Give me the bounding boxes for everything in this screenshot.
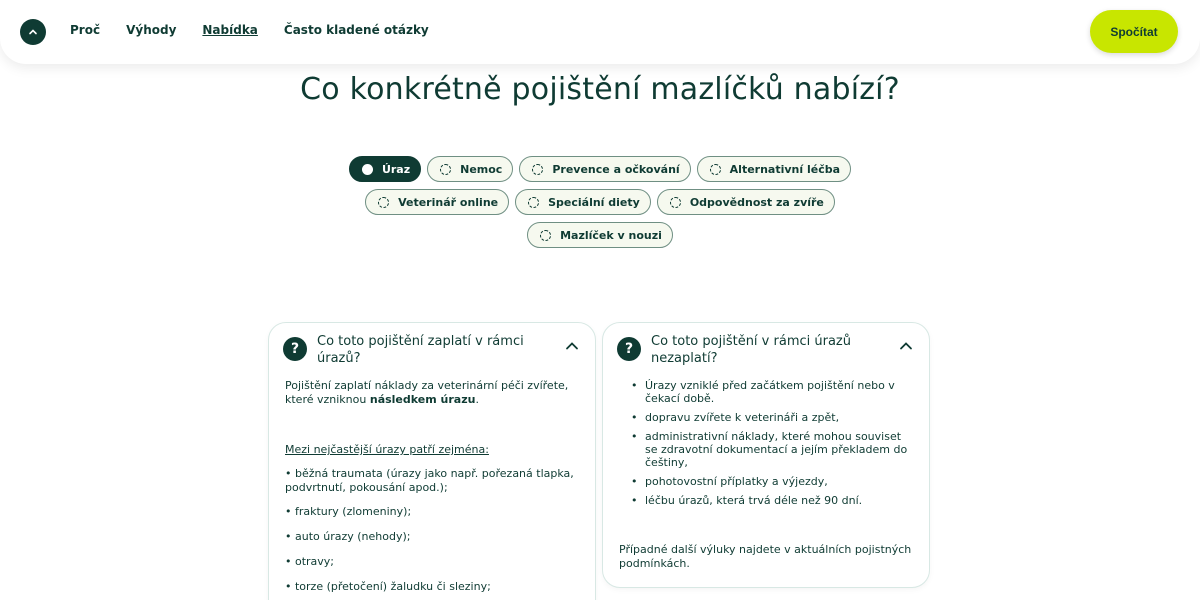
chip-row-2	[0, 189, 1200, 215]
chevron-up-icon	[28, 27, 38, 37]
chip-row-1	[0, 156, 1200, 182]
chip-label: Nemoc	[460, 162, 503, 176]
list-item: • dopravu zvířete k veterináři a zpět,	[631, 411, 915, 424]
list-item: • fraktury (zlomeniny);	[285, 505, 412, 518]
chip-row-3	[0, 222, 1200, 248]
list-heading: Mezi nejčastější úrazy patří zejména:	[285, 443, 489, 456]
chip-label: Odpovědnost za zvíře	[689, 195, 824, 209]
question-icon: ?	[283, 337, 307, 361]
chip-veterinar-online[interactable]	[365, 189, 509, 215]
chip-mazlicek-v-nouzi[interactable]	[527, 222, 673, 248]
nav-link-proc[interactable]: Proč	[70, 23, 101, 37]
chip-label: Speciální diety	[548, 195, 640, 209]
radio-dot-icon	[670, 197, 681, 208]
radio-dot-icon	[440, 164, 451, 175]
card-footer: Případné další výluky najdete v aktuálních pojistných podmínkách.	[619, 543, 912, 570]
nav-links	[70, 23, 455, 37]
list-item: • Úrazy vzniklé před začátkem pojištění nebo v čekací době.	[631, 379, 915, 405]
covered-card	[268, 322, 596, 600]
chevron-up-icon[interactable]	[899, 341, 913, 351]
chip-label: Veterinář online	[398, 195, 499, 209]
radio-dot-icon	[362, 164, 373, 175]
nav-link-vyhody[interactable]: Výhody	[126, 23, 177, 37]
nav-link-nabidka[interactable]: Nabídka	[202, 23, 258, 37]
chip-label: Prevence a očkování	[552, 162, 680, 176]
list-item: • administrativní náklady, které mohou souviset se zdravotní dokumentací a jejím překladem do češtiny,	[631, 430, 915, 469]
list-item: • běžná traumata (úrazy jako např. pořezaná tlapka, podvrtnutí, pokousání apod.);	[285, 467, 574, 494]
card-title: Co toto pojištění v rámci úrazů nezaplatí?	[651, 334, 851, 366]
chip-label: Alternativní léčba	[729, 162, 841, 176]
chip-nemoc[interactable]	[427, 156, 513, 182]
chip-label: Úraz	[381, 162, 411, 176]
radio-dot-icon	[710, 164, 721, 175]
radio-dot-icon	[378, 197, 389, 208]
card-intro: Pojištění zaplatí náklady za veterinární péči zvířete, které vzniknou následkem úrazu.	[285, 379, 569, 406]
list-item: • léčbu úrazů, která trvá déle než 90 dní.	[631, 494, 915, 507]
not-covered-card	[602, 322, 930, 588]
list-item: • otravy;	[285, 555, 335, 568]
chevron-up-icon[interactable]	[565, 341, 579, 351]
list-item: • auto úrazy (nehody);	[285, 530, 411, 543]
chip-alternativni-lecba[interactable]	[697, 156, 851, 182]
chip-uraz[interactable]	[349, 156, 421, 182]
top-navbar	[0, 0, 1200, 64]
nav-toggle-button[interactable]	[20, 19, 46, 45]
question-icon: ?	[617, 337, 641, 361]
radio-dot-icon	[532, 164, 543, 175]
chip-specialni-diety[interactable]	[515, 189, 651, 215]
nav-link-faq[interactable]: Často kladené otázky	[283, 23, 429, 37]
radio-dot-icon	[540, 230, 551, 241]
chip-prevence[interactable]	[519, 156, 690, 182]
card-title: Co toto pojištění zaplatí v rámci úrazů?	[317, 334, 524, 366]
list-item: • pohotovostní příplatky a výjezdy,	[631, 475, 915, 488]
list-item: • torze (přetočení) žaludku či sleziny;	[285, 580, 491, 593]
exclusions-list	[631, 379, 915, 513]
chip-odpovednost[interactable]	[657, 189, 835, 215]
chip-label: Mazlíček v nouzi	[560, 228, 662, 242]
calculate-button[interactable]: Spočítat	[1090, 10, 1178, 53]
radio-dot-icon	[528, 197, 539, 208]
page-title: Co konkrétně pojištění mazlíčků nabízí?	[300, 72, 900, 107]
